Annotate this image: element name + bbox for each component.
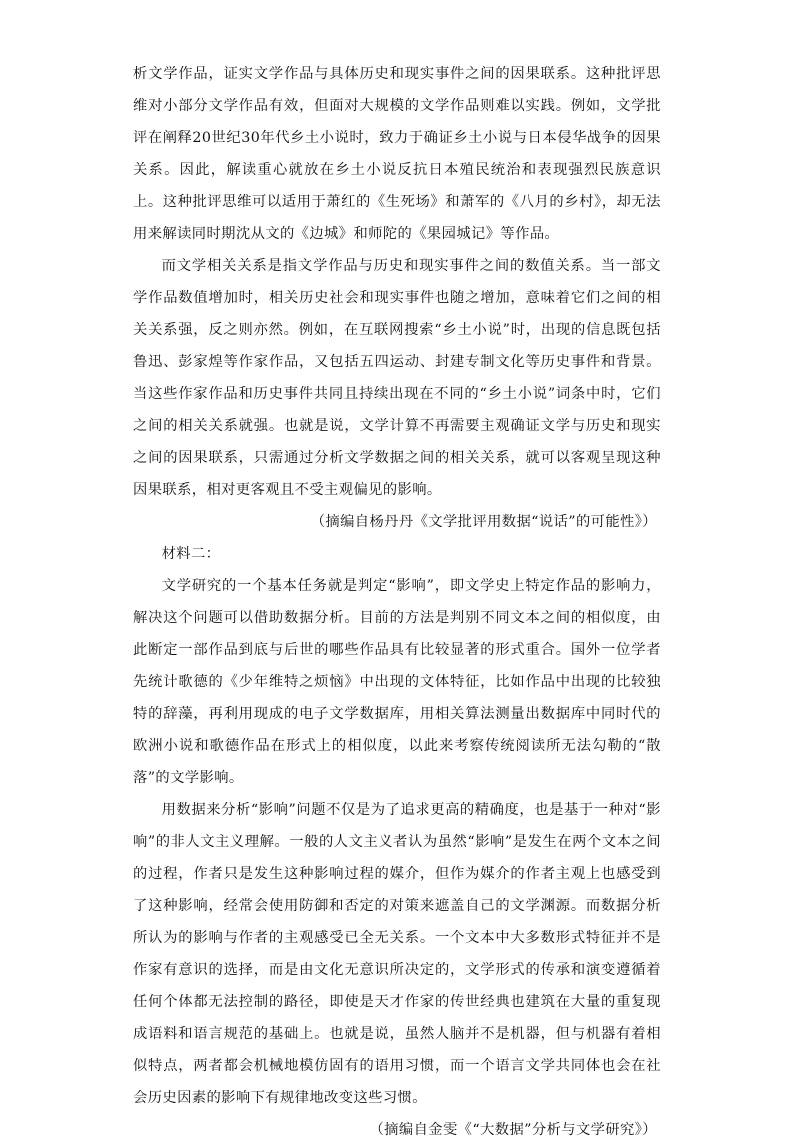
material-one-source: （摘编自杨丹丹《文学批评用数据“说话”的可能性》） [310, 514, 657, 530]
material-two-heading: 材料二： [161, 546, 221, 562]
document-page [133, 58, 661, 1146]
material-one-paragraph-1: 析文学作品，证实文学作品与具体历史和现实事件之间的因果联系。这种批评思维对小部分文学作品有效，但面对大规模的文学作品则难以实践。例如，文学批评在阐释20世纪30年代乡土小说时，致力于确证乡土小说与日本侵华战争的因果关系。因此，解读重心就放在乡土小说反抗日本殖民统治和表现强烈民族意识上。这种批评思维可以适用于萧红的《生死场》和萧军的《八月的乡村》，却无法用来解读同时期沈从文的《边城》和师陀的《果园城记》等作品。 [133, 66, 661, 242]
material-one-paragraph-2: 而文学相关关系是指文学作品与历史和现实事件之间的数值关系。当一部文学作品数值增加时，相关历史社会和现实事件也随之增加，意味着它们之间的相关关系强，反之则亦然。例如，在互联网搜索“乡土小说”时，出现的信息既包括鲁迅、彭家煌等作家作品，又包括五四运动、封建专制文化等历史事件和背景。当这些作家作品和历史事件共同且持续出现在不同的“乡土小说”词条中时，它们之间的相关关系就强。也就是说，文学计算不再需要主观确证文学与历史和现实之间的因果联系，只需通过分析文学数据之间的相关关系，就可以客观呈现这种因果联系，相对更客观且不受主观偏见的影响。 [133, 258, 661, 498]
material-two-paragraph-1: 文学研究的一个基本任务就是判定“影响”，即文学史上特定作品的影响力，解决这个问题可以借助数据分析。目前的方法是判别不同文本之间的相似度，由此断定一部作品到底与后世的哪些作品具有比较显著的形式重合。国外一位学者先统计歌德的《少年维特之烦恼》中出现的文体特征，比如作品中出现的比较独特的辞藻，再利用现成的电子文学数据库，用相关算法测量出数据库中同时代的欧洲小说和歌德作品在形式上的相似度，以此来考察传统阅读所无法勾勒的“散落”的文学影响。 [133, 578, 661, 786]
material-two-source: （摘编自金雯《“大数据”分析与文学研究》） [369, 1122, 657, 1138]
material-two-paragraph-2: 用数据来分析“影响”问题不仅是为了追求更高的精确度，也是基于一种对“影响”的非人文主义理解。一般的人文主义者认为虽然“影响”是发生在两个文本之间的过程，作者只是发生这种影响过程的媒介，但作为媒介的作者主观上也感受到了这种影响，经常会使用防御和否定的对策来遮盖自己的文学渊源。而数据分析所认为的影响与作者的主观感受已全无关系。一个文本中大多数形式特征并不是作家有意识的选择，而是由文化无意识所决定的，文学形式的传承和演变遵循着任何个体都无法控制的路径，即使是天才作家的传世经典也建筑在大量的重复现成语料和语言规范的基础上。也就是说，虽然人脑并不是机器，但与机器有着相似特点，两者都会机械地模仿固有的语用习惯，而一个语言文学共同体也会在社会历史因素的影响下有规律地改变这些习惯。 [133, 802, 661, 1106]
